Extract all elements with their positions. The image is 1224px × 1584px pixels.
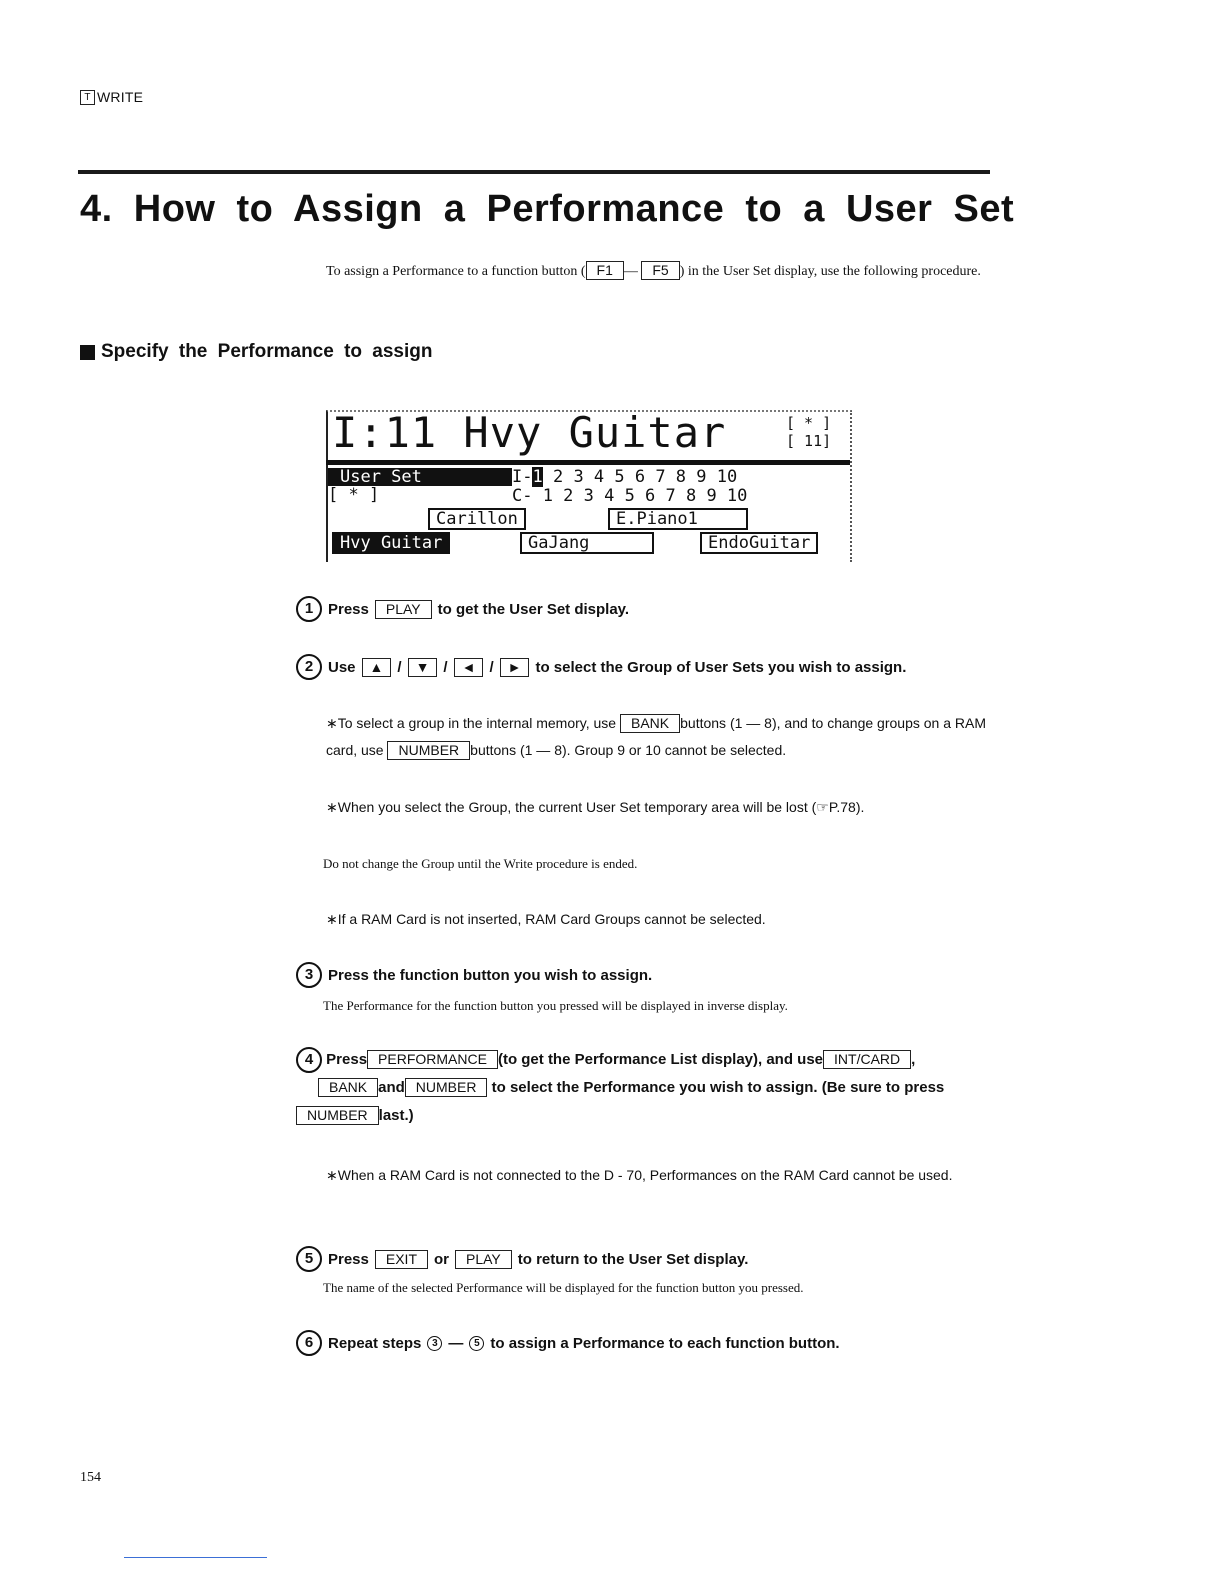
step-number: 3 [296, 962, 322, 988]
note-text: buttons (1 — 8), and to change groups on a RAM card, use [326, 715, 987, 758]
bottom-link-line [124, 1557, 267, 1558]
step-text: to get the User Set display. [437, 600, 630, 618]
intro-paragraph [326, 258, 986, 285]
step-text: to select the Group of User Sets you wish to assign. [535, 658, 907, 676]
key-number: NUMBER [296, 1106, 379, 1125]
step-2: 2 Use ▲ / ▼ / ◄ / ► to select the Group of User Sets you wish to assign. [296, 654, 906, 680]
note-text: buttons (1 — 8). Group 9 or 10 cannot be selected. [470, 742, 787, 758]
step-text: Use [328, 658, 356, 676]
step-number: 4 [296, 1047, 322, 1073]
lcd-row-i-rest: 2 3 4 5 6 7 8 9 10 [552, 467, 738, 487]
subheading [80, 341, 433, 363]
key-f1: F1 [586, 261, 624, 280]
step-number: 5 [296, 1246, 322, 1272]
step-2-note-4: ∗If a RAM Card is not inserted, RAM Card Groups cannot be selected. [326, 911, 766, 927]
page-title: 4. How to Assign a Performance to a User Set [80, 188, 1015, 230]
key-int-card: INT/CARD [823, 1050, 911, 1069]
step-5 [296, 1246, 748, 1272]
lcd-row-i-prefix: I- [512, 467, 533, 487]
step-5-note: The name of the selected Performance will be displayed for the function button you pressed. [323, 1280, 804, 1295]
step-text: , [911, 1051, 916, 1068]
step-number: 1 [296, 596, 322, 622]
step-text: Press [328, 600, 369, 618]
lcd-fn-button-4: GaJang [520, 532, 654, 554]
lcd-group-marker: [ * ] [328, 485, 380, 505]
step-text: Press [328, 1250, 369, 1268]
square-bullet-icon [80, 345, 95, 360]
lcd-fn-button-3-selected: Hvy Guitar [332, 532, 450, 554]
key-right-icon: ► [500, 658, 530, 677]
step-text: to select the Performance you wish to assign. (Be sure to press [491, 1079, 945, 1096]
step-text: Repeat steps [328, 1334, 422, 1352]
step-text: to return to the User Set display. [517, 1250, 749, 1268]
key-exit: EXIT [375, 1250, 428, 1269]
step-2-note-2: ∗When you select the Group, the current User Set temporary area will be lost (☞P.78). [326, 799, 865, 815]
key-left-icon: ◄ [454, 658, 484, 677]
lcd-fn-button-2: E.Piano1 [608, 508, 748, 530]
key-number: NUMBER [405, 1078, 488, 1097]
write-section-icon: T [80, 90, 95, 105]
key-play: PLAY [375, 600, 432, 619]
step-number: 2 [296, 654, 322, 680]
step-3-note: The Performance for the function button you pressed will be displayed in inverse display. [323, 998, 788, 1013]
lcd-fn-button-1: Carillon [428, 508, 526, 530]
step-text: Press the function button you wish to assign. [328, 966, 653, 984]
lcd-user-set-label: User Set [328, 468, 512, 486]
step-text: or [434, 1250, 449, 1268]
lcd-divider [326, 460, 850, 465]
key-bank: BANK [620, 714, 680, 733]
lcd-row-internal [512, 468, 737, 486]
lcd-fn-button-5: EndoGuitar [700, 532, 818, 554]
key-performance: PERFORMANCE [367, 1050, 498, 1069]
subheading-text: Specify the Performance to assign [101, 341, 433, 362]
step-2-note-3: Do not change the Group until the Write procedure is ended. [323, 856, 638, 871]
step-text: — [448, 1334, 464, 1352]
key-f5: F5 [641, 261, 679, 280]
step-4-note: ∗When a RAM Card is not connected to the D - 70, Performances on the RAM Card cannot be used. [326, 1167, 953, 1183]
step-6 [296, 1330, 840, 1356]
lcd-title: I:11 Hvy Guitar [332, 408, 727, 457]
key-bank: BANK [318, 1078, 378, 1097]
step-number: 6 [296, 1330, 322, 1356]
key-up-icon: ▲ [362, 658, 392, 677]
step-2-note-1 [326, 710, 986, 764]
section-tag [80, 89, 143, 105]
step-1 [296, 596, 629, 622]
step-3 [296, 962, 652, 988]
step-text: Press [326, 1051, 368, 1068]
intro-dash: — [623, 264, 638, 279]
key-down-icon: ▼ [408, 658, 438, 677]
step-ref-5: 5 [469, 1336, 484, 1351]
lcd-row-card: C- 1 2 3 4 5 6 7 8 9 10 [512, 486, 748, 506]
lcd-row-i-selected: 1 [532, 467, 543, 487]
key-play: PLAY [455, 1250, 512, 1269]
step-text: (to get the Performance List display), and use [497, 1051, 824, 1068]
step-4 [296, 1046, 986, 1130]
lcd-bracket-bottom: [ 11] [786, 432, 832, 450]
step-text: and [378, 1079, 405, 1096]
step-text: to assign a Performance to each function button. [490, 1334, 840, 1352]
step-text: last.) [378, 1107, 414, 1124]
section-label: WRITE [97, 89, 144, 105]
note-text: ∗To select a group in the internal memory, use [326, 715, 617, 731]
intro-text-1: To assign a Performance to a function button ( [326, 264, 586, 279]
lcd-display [326, 410, 850, 562]
key-number: NUMBER [387, 741, 470, 760]
lcd-bracket-top: [ * ] [786, 414, 832, 432]
intro-text-2: ) in the User Set display, use the following procedure. [679, 264, 981, 279]
step-ref-3: 3 [427, 1336, 442, 1351]
page-number: 154 [80, 1470, 101, 1485]
title-rule [78, 170, 990, 174]
